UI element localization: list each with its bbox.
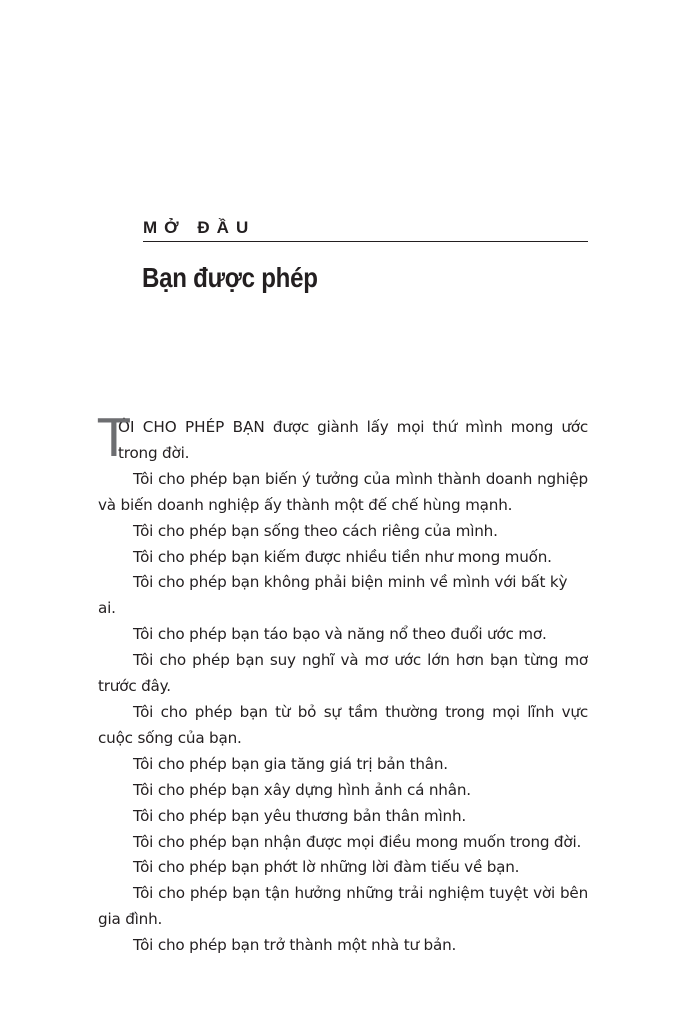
paragraph: Tôi cho phép bạn kiếm được nhiều tiền như mong muốn. bbox=[133, 547, 552, 566]
paragraph: Tôi cho phép bạn trở thành một nhà tư bản. bbox=[133, 936, 457, 955]
chapter-title: Bạn được phép bbox=[142, 262, 318, 293]
drop-cap: T bbox=[98, 409, 130, 469]
opening-rest: được giành lấy mọi thứ mình mong ước trong đời. bbox=[118, 418, 588, 462]
paragraph: Tôi cho phép bạn sống theo cách riêng của mình. bbox=[133, 521, 498, 540]
paragraph: Tôi cho phép bạn từ bỏ sự tầm thường trong mọi lĩnh vực cuộc sống của bạn. bbox=[98, 702, 588, 747]
paragraph: Tôi cho phép bạn gia tăng giá trị bản thân. bbox=[133, 754, 448, 773]
paragraph: Tôi cho phép bạn phớt lờ những lời đàm tiếu về bạn. bbox=[133, 858, 520, 877]
paragraph: Tôi cho phép bạn xây dựng hình ảnh cá nhân. bbox=[133, 780, 471, 799]
chapter-label: MỞ ĐẦU bbox=[143, 218, 256, 237]
paragraph: Tôi cho phép bạn không phải biện minh về mình với bất kỳ ai. bbox=[98, 573, 568, 618]
opening-paragraph bbox=[98, 409, 588, 469]
body-text bbox=[98, 409, 588, 959]
chapter-divider bbox=[143, 241, 588, 242]
paragraph: Tôi cho phép bạn tận hưởng những trải nghiệm tuyệt vời bên gia đình. bbox=[98, 884, 588, 929]
paragraph: Tôi cho phép bạn suy nghĩ và mơ ước lớn hơn bạn từng mơ trước đây. bbox=[98, 651, 588, 696]
paragraph: Tôi cho phép bạn biến ý tưởng của mình thành doanh nghiệp và biến doanh nghiệp ấy thành một đế chế hùng mạnh. bbox=[98, 469, 588, 514]
paragraph: Tôi cho phép bạn táo bạo và năng nổ theo đuổi ước mơ. bbox=[133, 625, 547, 644]
paragraph: Tôi cho phép bạn yêu thương bản thân mình. bbox=[133, 806, 467, 825]
opening-lead: ÔI CHO PHÉP BẠN bbox=[118, 418, 265, 436]
paragraph: Tôi cho phép bạn nhận được mọi điều mong muốn trong đời. bbox=[133, 832, 582, 851]
